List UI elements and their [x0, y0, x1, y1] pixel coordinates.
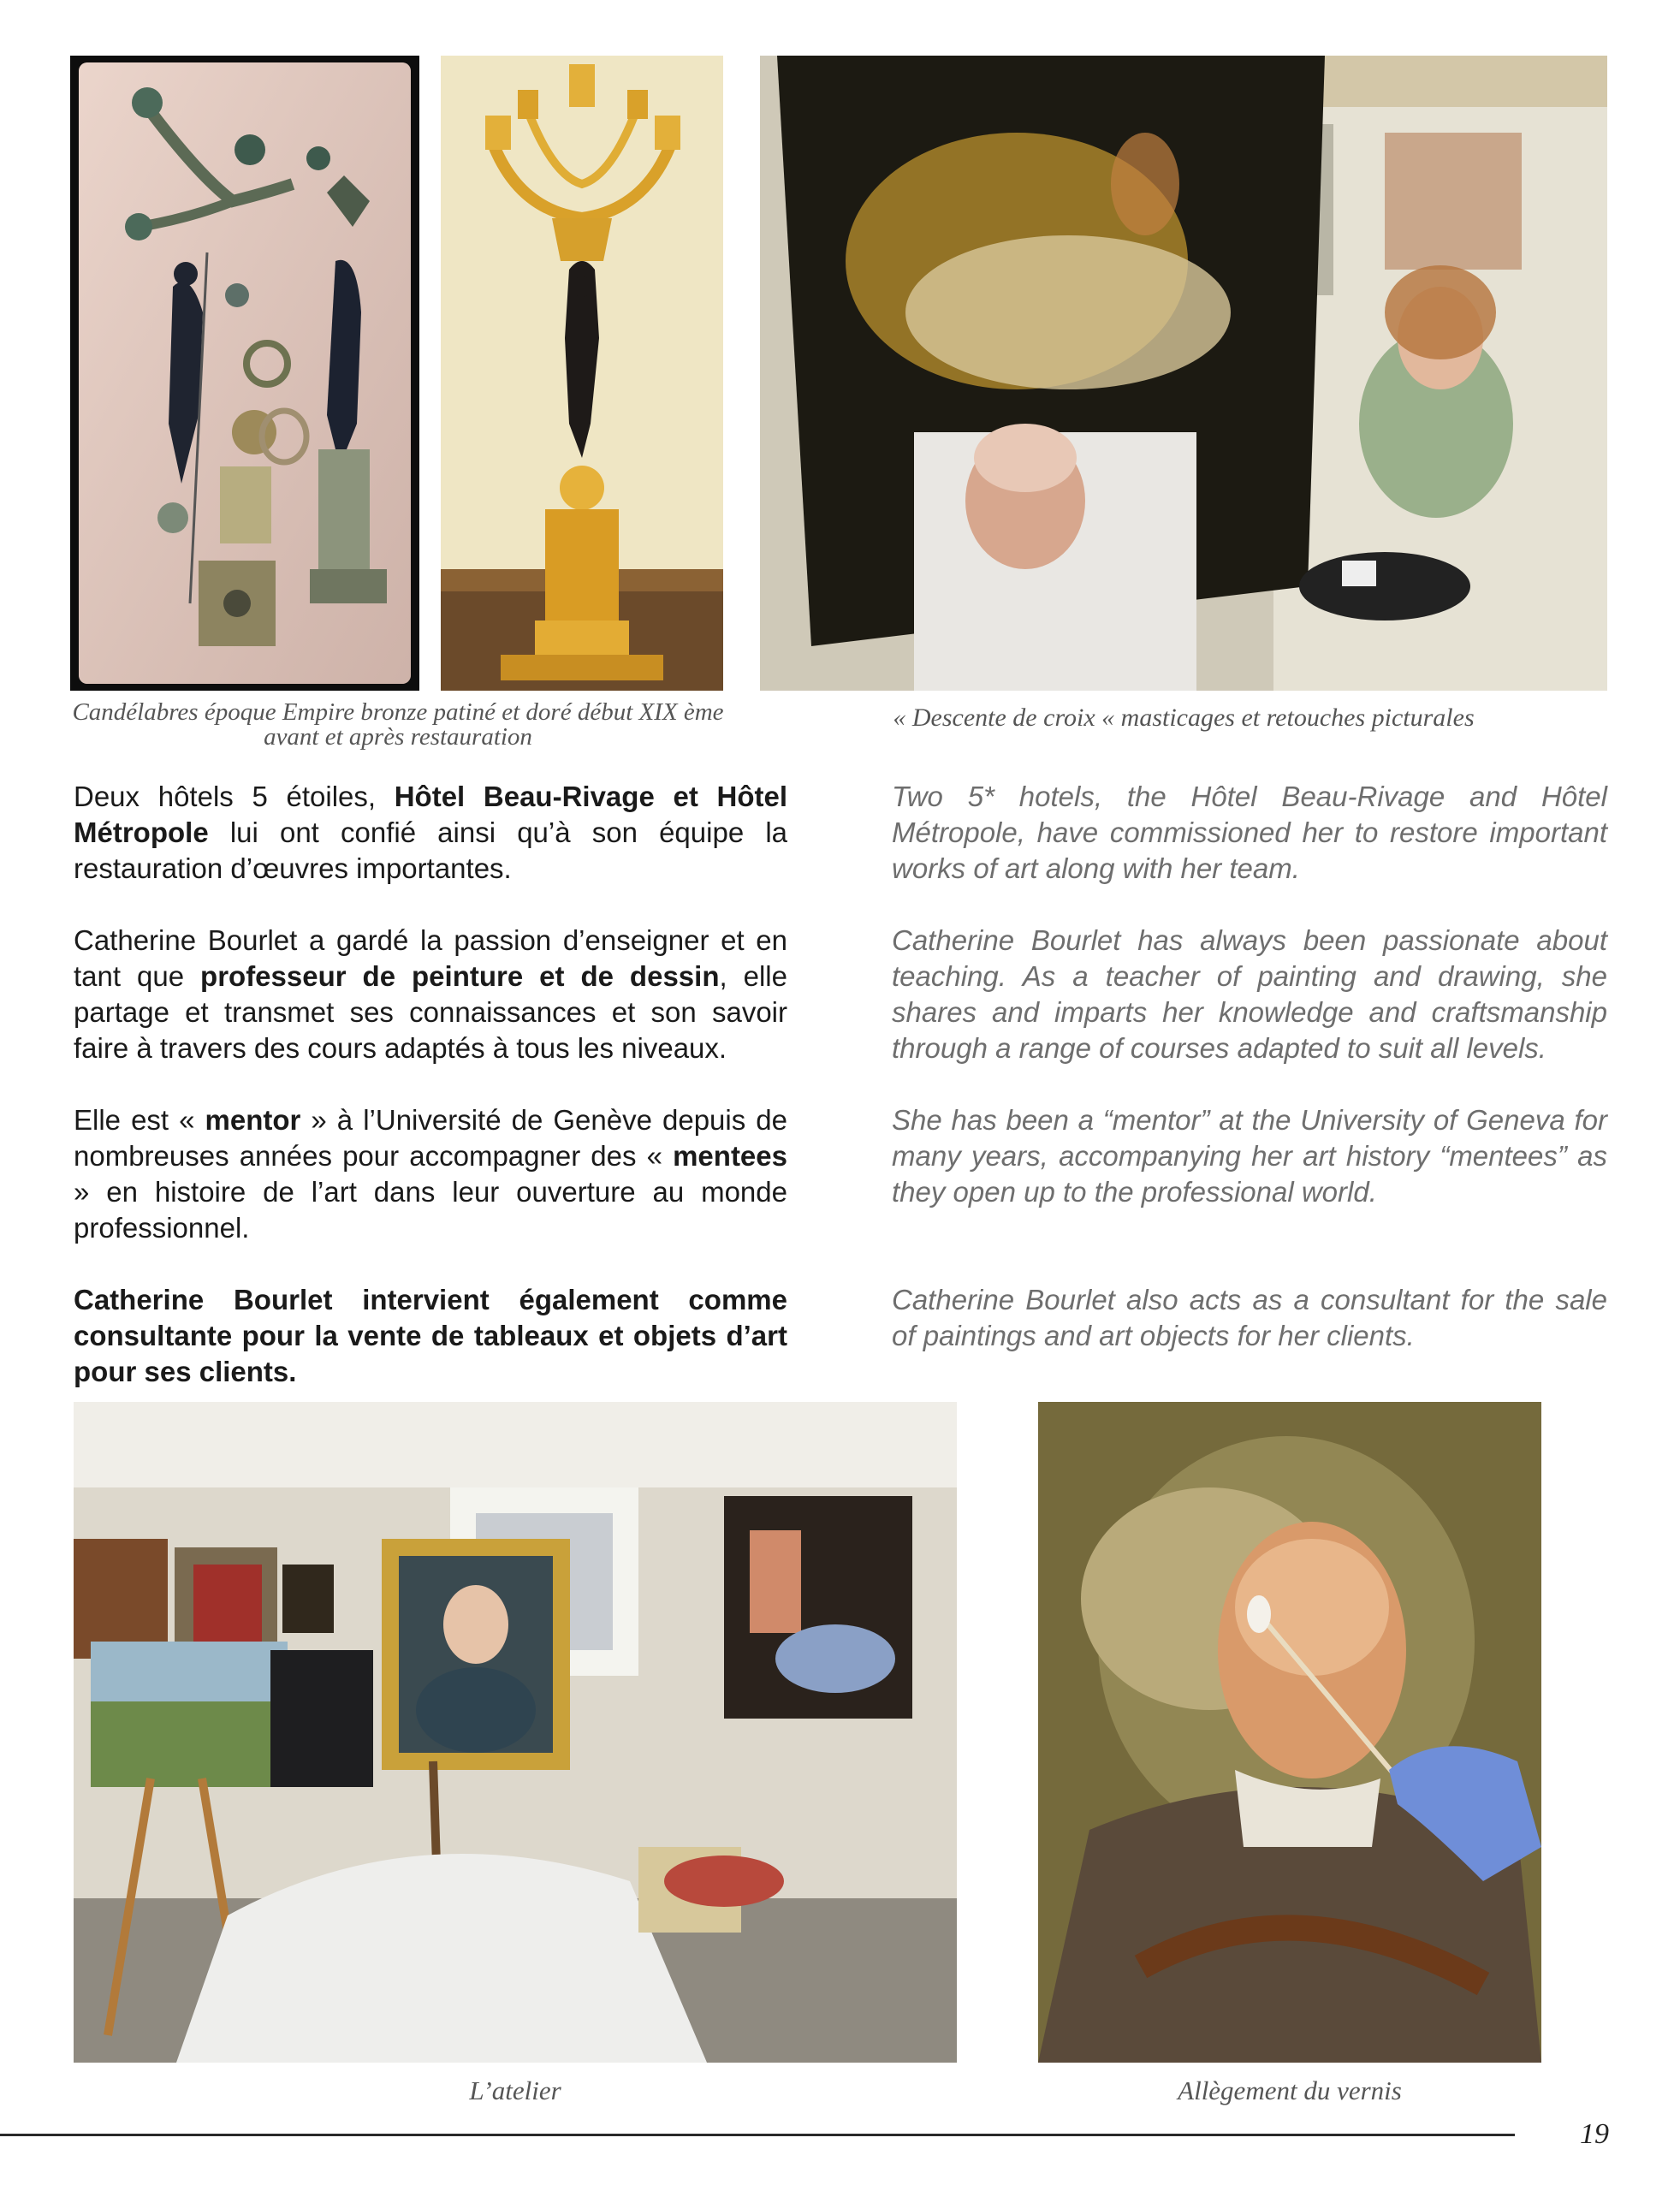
french-paragraph-2: [74, 923, 787, 1066]
french-p2-role: professeur de peinture et de dessin: [200, 960, 720, 992]
french-p2-text-a: Catherine Bourlet a gardé la passion d’enseigner et en tant que: [74, 924, 787, 992]
french-p3-mentor: mentor: [205, 1104, 301, 1136]
caption-candelabres-line1: Candélabres époque Empire bronze patiné et doré début XIX ème: [72, 698, 724, 726]
photo-candelabra-before: [70, 56, 419, 691]
caption-vernis: Allègement du vernis: [1178, 2075, 1402, 2105]
english-paragraph-1: Two 5* hotels, the Hôtel Beau-Rivage and Hôtel Métropole, have commissioned her to restore important works of art along with her team.: [892, 781, 1607, 884]
french-p1-text-c: lui ont confié ainsi qu’à son équipe la restauration d’œuvres importantes.: [74, 816, 787, 884]
photo-atelier: [74, 1402, 957, 2063]
english-paragraph-3: She has been a “mentor” at the University of Geneva for many years, accompanying her art history “mentees” as they open up to the professional world.: [892, 1104, 1607, 1208]
page-number: 19: [1580, 2118, 1609, 2150]
french-p1-text-a: Deux hôtels 5 étoiles,: [74, 781, 395, 812]
french-p3-text-c: » à l’Université de Genève depuis de nombreuses années pour accompagner des «: [74, 1104, 787, 1172]
french-p1-hotels: Hôtel Beau-Rivage et Hôtel Métropole: [74, 781, 787, 848]
photo-allegement-vernis: [1038, 1402, 1541, 2063]
caption-atelier: L’atelier: [469, 2075, 561, 2105]
french-p3-text-e: » en histoire de l’art dans leur ouverture au monde professionnel.: [74, 1176, 787, 1244]
photo-descente-de-croix: [760, 56, 1607, 691]
french-paragraph-1: [74, 779, 787, 887]
french-p3-text-a: Elle est «: [74, 1104, 205, 1136]
french-p3-mentees: mentees: [673, 1140, 787, 1172]
caption-candelabres: [70, 700, 726, 750]
french-column: [74, 779, 787, 1390]
footer-rule: [0, 2134, 1515, 2136]
english-paragraph-4: Catherine Bourlet also acts as a consultant for the sale of paintings and art objects for her clients.: [892, 1284, 1607, 1351]
photo-candelabra-after: [441, 56, 723, 691]
caption-candelabres-line2: avant et après restauration: [264, 723, 532, 751]
english-column: [892, 779, 1607, 1354]
english-paragraph-2: Catherine Bourlet has always been passionate about teaching. As a teacher of painting and drawing, she shares and imparts her knowledge and craftsmanship through a range of courses adapted to suit all levels.: [892, 924, 1607, 1064]
french-paragraph-3: [74, 1102, 787, 1246]
caption-descente: « Descente de croix « masticages et retouches picturales: [893, 704, 1475, 732]
french-paragraph-4: Catherine Bourlet intervient également comme consultante pour la vente de tableaux et objets d’art pour ses clients.: [74, 1284, 787, 1387]
french-p2-text-c: , elle partage et transmet ses connaissances et son savoir faire à travers des cours adaptés à tous les niveaux.: [74, 960, 787, 1064]
